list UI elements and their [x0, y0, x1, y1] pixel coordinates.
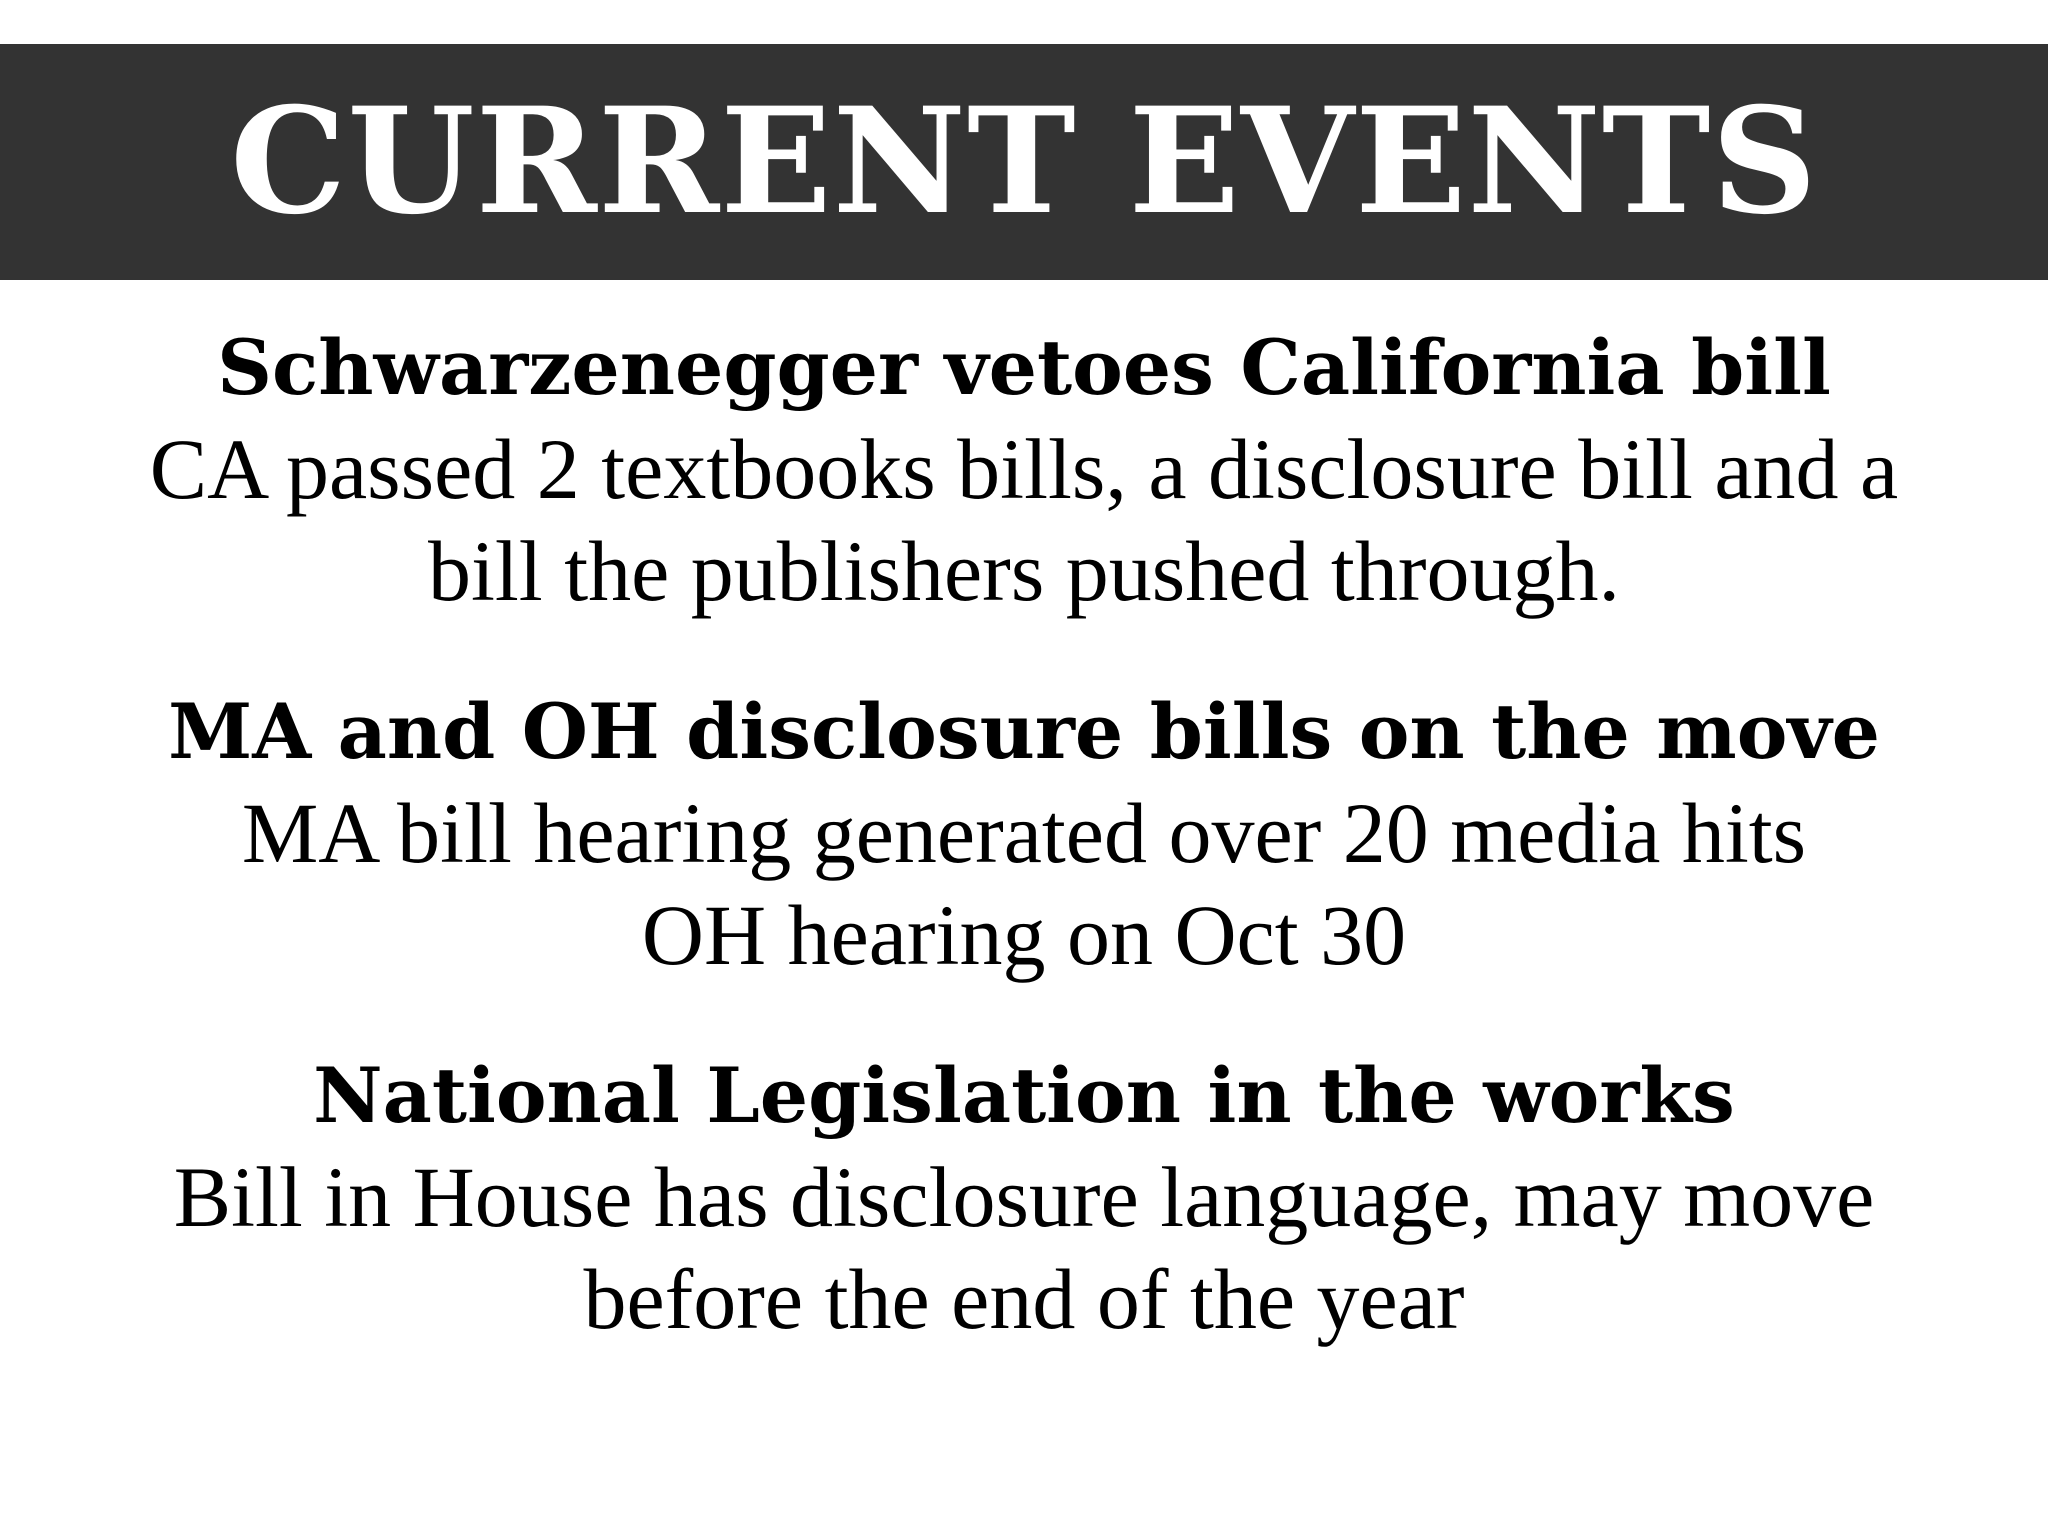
title-band: [0, 44, 2048, 280]
events-list: [40, 318, 2008, 1350]
event-line: Bill in House has disclosure language, may move: [173, 1149, 1875, 1245]
event-line: bill the publishers pushed through.: [428, 523, 1620, 619]
event-heading: National Legislation in the works: [313, 1051, 1735, 1140]
event-line: CA passed 2 textbooks bills, a disclosure bill and a: [149, 421, 1899, 517]
event-heading: MA and OH disclosure bills on the move: [168, 687, 1880, 776]
event-line: MA bill hearing generated over 20 media hits: [241, 785, 1807, 881]
event-item: [40, 682, 2008, 986]
event-item: [40, 1046, 2008, 1350]
slide-title: CURRENT EVENTS: [230, 76, 1818, 247]
event-line: OH hearing on Oct 30: [641, 887, 1407, 983]
event-line: before the end of the year: [583, 1251, 1465, 1347]
event-item: [40, 318, 2008, 622]
event-heading: Schwarzenegger vetoes California bill: [217, 323, 1831, 412]
